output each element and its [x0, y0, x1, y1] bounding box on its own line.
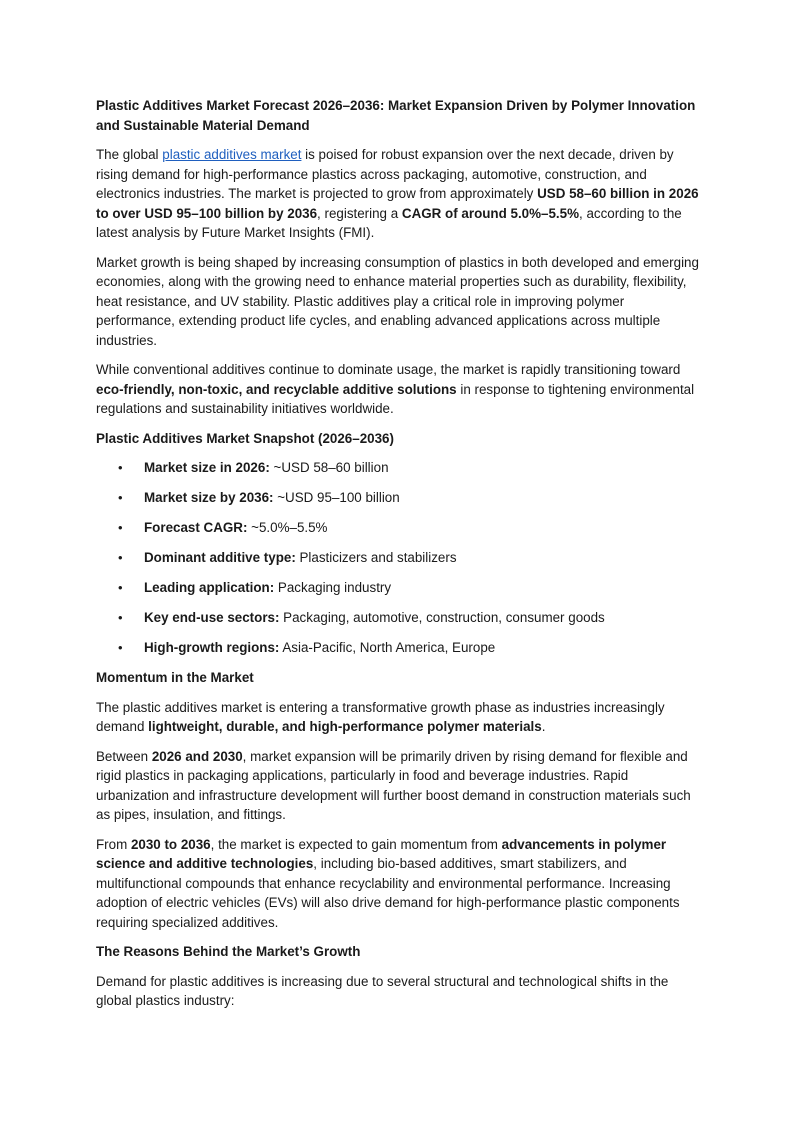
bullet-icon: • [118, 580, 123, 595]
transition-paragraph [96, 360, 700, 419]
snapshot-list [96, 458, 700, 658]
snapshot-item-value: Plasticizers and stabilizers [295, 550, 457, 565]
momentum-p1-text-1: The plastic additives market is entering a transformative growth phase as industries increasingly demand [96, 699, 665, 734]
snapshot-item-label: Market size by 2036: [144, 490, 274, 505]
momentum-p1-text-2: . [541, 719, 546, 734]
snapshot-item-value: Packaging, automotive, construction, consumer goods [279, 610, 605, 625]
snapshot-item-value: Asia-Pacific, North America, Europe [279, 640, 496, 655]
snapshot-item-label: Key end-use sectors: [144, 610, 280, 625]
intro-text-1: The global [96, 147, 163, 162]
momentum-paragraph-1 [96, 698, 700, 737]
momentum-paragraph-3 [96, 835, 700, 933]
intro-text-3: , registering a [317, 205, 402, 221]
transition-text-2: in response to tightening environmental regulations and sustainability initiatives worldwide. [96, 381, 695, 416]
transition-bold-eco: eco-friendly, non-toxic, and recyclable additive solutions [96, 381, 457, 397]
bullet-icon: • [118, 550, 123, 565]
snapshot-item [96, 488, 700, 508]
momentum-p3-text-2: , the market is expected to gain momentum from [210, 836, 502, 852]
transition-text-1: While conventional additives continue to dominate usage, the market is rapidly transitioning toward [96, 362, 681, 377]
momentum-p3-text-1: From [96, 836, 131, 852]
snapshot-item-label: Leading application: [144, 580, 275, 595]
momentum-p2-text-1: Between [96, 748, 152, 764]
snapshot-item-label: Market size in 2026: [144, 460, 270, 475]
snapshot-item [96, 578, 700, 598]
snapshot-item-value: ~5.0%–5.5% [247, 520, 328, 535]
snapshot-heading: Plastic Additives Market Snapshot (2026–2036) [96, 430, 394, 446]
snapshot-item-value: ~USD 58–60 billion [269, 460, 389, 475]
reasons-heading: The Reasons Behind the Market’s Growth [96, 944, 361, 959]
bullet-icon: • [118, 490, 123, 505]
bullet-icon: • [118, 520, 123, 535]
growth-drivers-paragraph: Market growth is being shaped by increasing consumption of plastics in both developed and emerging economies, along with the growing need to enhance material properties such as durability, flexibility, heat resistance, and UV stability. Plastic additives play a critical role in improving polymer performance, extending product life cycles, and enabling advanced applications across multiple industries. [96, 254, 699, 348]
reasons-paragraph: Demand for plastic additives is increasing due to several structural and technological shifts in the global plastics industry: [96, 973, 669, 1008]
intro-paragraph [96, 145, 700, 243]
snapshot-item-value: Packaging industry [274, 580, 392, 595]
intro-text-4: , according to the latest analysis by Future Market Insights (FMI). [96, 205, 682, 240]
momentum-p2-text-2: , market expansion will be primarily driven by rising demand for flexible and rigid plastics in packaging applications, particularly in food and beverage industries. Rapid urbanization and infrastructure development will further boost demand in construction materials such as pipes, insulation, and fittings. [96, 748, 691, 822]
momentum-p2-bold: 2026 and 2030 [151, 748, 243, 764]
intro-bold-market-size: USD 58–60 billion in 2026 to over USD 95–100 billion by 2036 [96, 186, 699, 221]
snapshot-item [96, 548, 700, 568]
snapshot-item-label: High-growth regions: [144, 640, 280, 655]
snapshot-item-label: Dominant additive type: [144, 550, 296, 565]
intro-bold-cagr: CAGR of around 5.0%–5.5% [401, 205, 579, 221]
snapshot-item [96, 638, 700, 658]
momentum-p1-bold: lightweight, durable, and high-performance polymer materials [148, 719, 542, 734]
momentum-heading: Momentum in the Market [96, 670, 254, 685]
plastic-additives-market-link[interactable]: plastic additives market [162, 147, 302, 162]
snapshot-item [96, 608, 700, 628]
snapshot-item [96, 458, 700, 478]
snapshot-item-value: ~USD 95–100 billion [273, 490, 400, 505]
momentum-paragraph-2 [96, 747, 700, 825]
bullet-icon: • [118, 640, 123, 655]
momentum-p3-bold-1: 2030 to 2036 [130, 836, 211, 852]
intro-text-2: is poised for robust expansion over the next decade, driven by rising demand for high-performance plastics across packaging, automotive, construction, and electronics industries. The market is projected to grow from approximately [96, 147, 674, 201]
snapshot-item [96, 518, 700, 538]
document-title: Plastic Additives Market Forecast 2026–2036: Market Expansion Driven by Polymer Innovation and Sustainable Material Demand [96, 98, 696, 133]
momentum-p3-bold-2: advancements in polymer science and additive technologies [96, 836, 667, 871]
momentum-p3-text-3: , including bio-based additives, smart stabilizers, and multifunctional compounds that enhance recyclability and environmental performance. Increasing adoption of electric vehicles (EVs) will also drive demand for high-performance plastic components requiring specialized additives. [96, 856, 680, 930]
bullet-icon: • [118, 460, 123, 475]
snapshot-item-label: Forecast CAGR: [144, 520, 248, 535]
bullet-icon: • [118, 610, 123, 625]
